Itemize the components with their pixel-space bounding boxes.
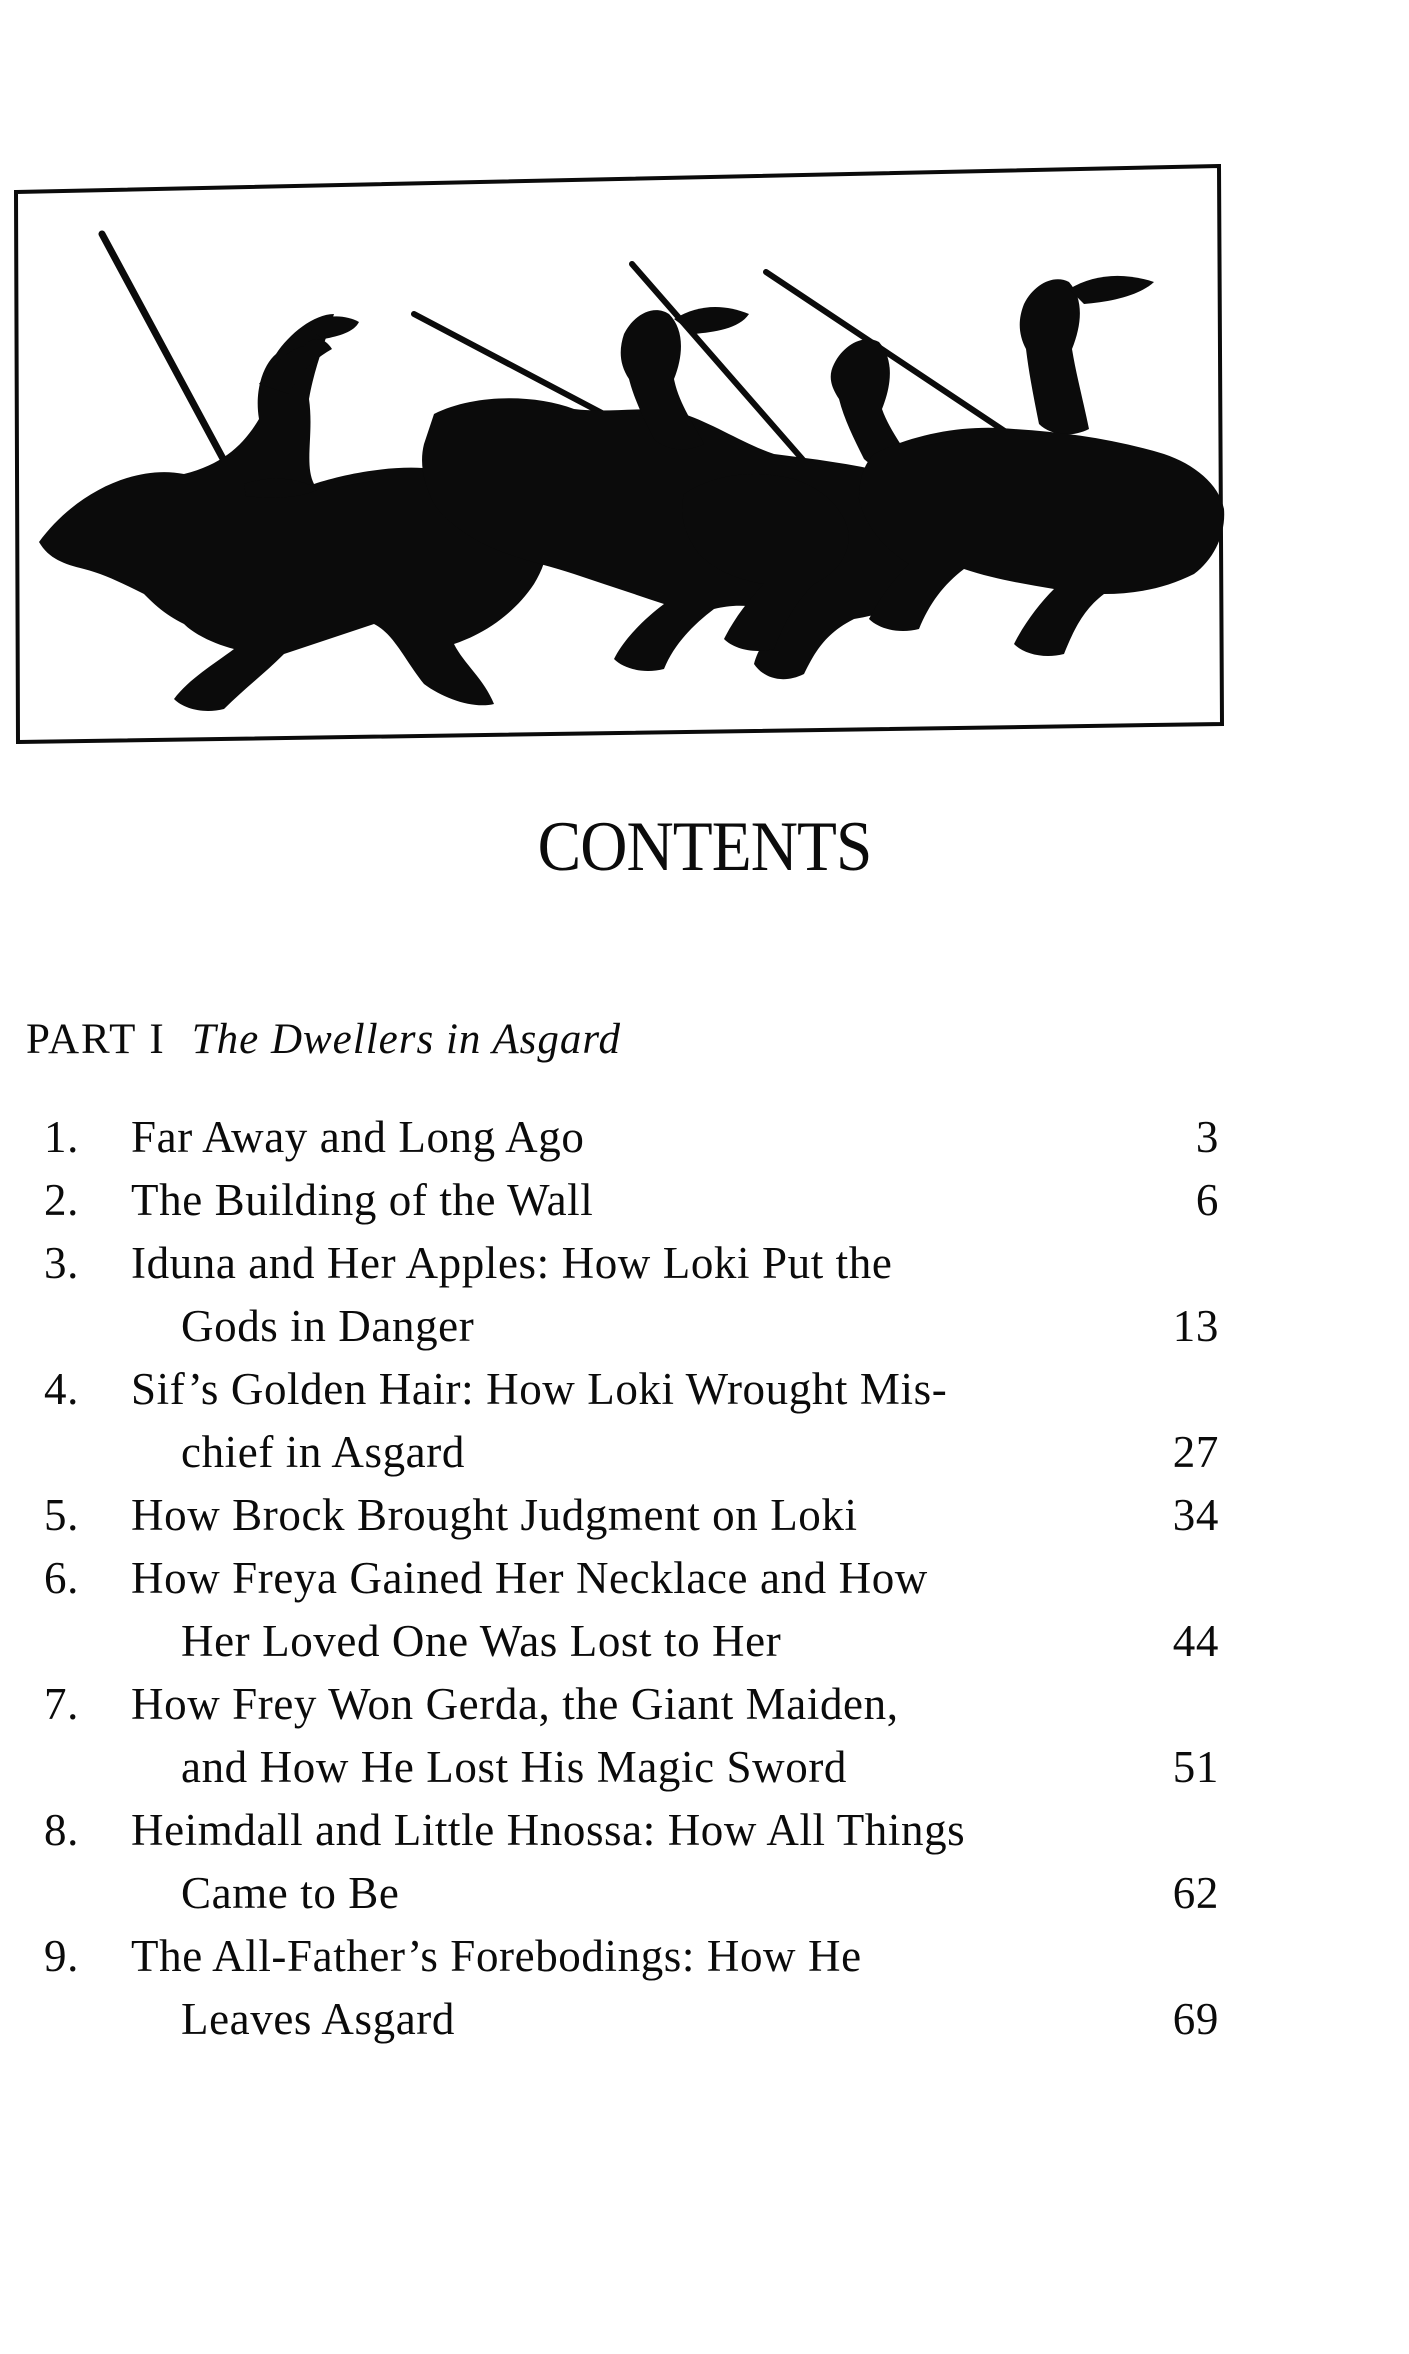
table-of-contents bbox=[0, 1106, 1409, 2051]
part-title: The Dwellers in Asgard bbox=[191, 1016, 622, 1063]
chapter-title-continued: Came to Be bbox=[181, 1868, 400, 1918]
chapter-number: 6. bbox=[44, 1553, 79, 1603]
page-number: 6 bbox=[1195, 1175, 1219, 1225]
toc-entry bbox=[0, 1358, 1409, 1484]
chapter-number: 2. bbox=[44, 1175, 79, 1225]
horsemen-silhouette-icon bbox=[14, 164, 1236, 744]
chapter-title: The All-Father’s Forebodings: How He bbox=[131, 1931, 862, 1981]
chapter-title-continued: chief in Asgard bbox=[181, 1427, 465, 1477]
toc-entry bbox=[0, 1232, 1409, 1358]
page-title: CONTENTS bbox=[537, 808, 872, 886]
page-number: 51 bbox=[1172, 1742, 1219, 1792]
chapter-title: Far Away and Long Ago bbox=[131, 1112, 585, 1162]
chapter-title-continued: and How He Lost His Magic Sword bbox=[181, 1742, 848, 1792]
chapter-title: Sif’s Golden Hair: How Loki Wrought Mis- bbox=[131, 1364, 948, 1414]
toc-entry bbox=[0, 1169, 1409, 1232]
chapter-title: How Frey Won Gerda, the Giant Maiden, bbox=[131, 1679, 899, 1729]
toc-entry bbox=[0, 1799, 1409, 1925]
chapter-title: Heimdall and Little Hnossa: How All Things bbox=[131, 1805, 966, 1855]
part-heading bbox=[26, 1018, 621, 1061]
chapter-number: 5. bbox=[44, 1490, 79, 1540]
chapter-title-continued: Gods in Danger bbox=[181, 1301, 475, 1351]
chapter-number: 3. bbox=[44, 1238, 79, 1288]
chapter-title: Iduna and Her Apples: How Loki Put the bbox=[131, 1238, 893, 1288]
chapter-title-continued: Leaves Asgard bbox=[181, 1994, 455, 2044]
page-number: 3 bbox=[1195, 1112, 1219, 1162]
chapter-number: 7. bbox=[44, 1679, 79, 1729]
page-number: 69 bbox=[1172, 1994, 1219, 2044]
toc-entry bbox=[0, 1925, 1409, 2051]
chapter-number: 9. bbox=[44, 1931, 79, 1981]
page-number: 62 bbox=[1172, 1868, 1219, 1918]
page-number: 44 bbox=[1172, 1616, 1219, 1666]
part-label: PART I bbox=[26, 1016, 166, 1063]
chapter-number: 1. bbox=[44, 1112, 79, 1162]
chapter-number: 4. bbox=[44, 1364, 79, 1414]
toc-entry bbox=[0, 1484, 1409, 1547]
chapter-title: The Building of the Wall bbox=[131, 1175, 594, 1225]
page-number: 27 bbox=[1172, 1427, 1219, 1477]
toc-entry bbox=[0, 1547, 1409, 1673]
page-number: 34 bbox=[1172, 1490, 1219, 1540]
chapter-title-continued: Her Loved One Was Lost to Her bbox=[181, 1616, 782, 1666]
page-number: 13 bbox=[1172, 1301, 1219, 1351]
riders-silhouette-illustration bbox=[14, 164, 1236, 744]
toc-entry bbox=[0, 1673, 1409, 1799]
chapter-title: How Brock Brought Judgment on Loki bbox=[131, 1490, 858, 1540]
chapter-number: 8. bbox=[44, 1805, 79, 1855]
toc-entry bbox=[0, 1106, 1409, 1169]
chapter-title: How Freya Gained Her Necklace and How bbox=[131, 1553, 928, 1603]
